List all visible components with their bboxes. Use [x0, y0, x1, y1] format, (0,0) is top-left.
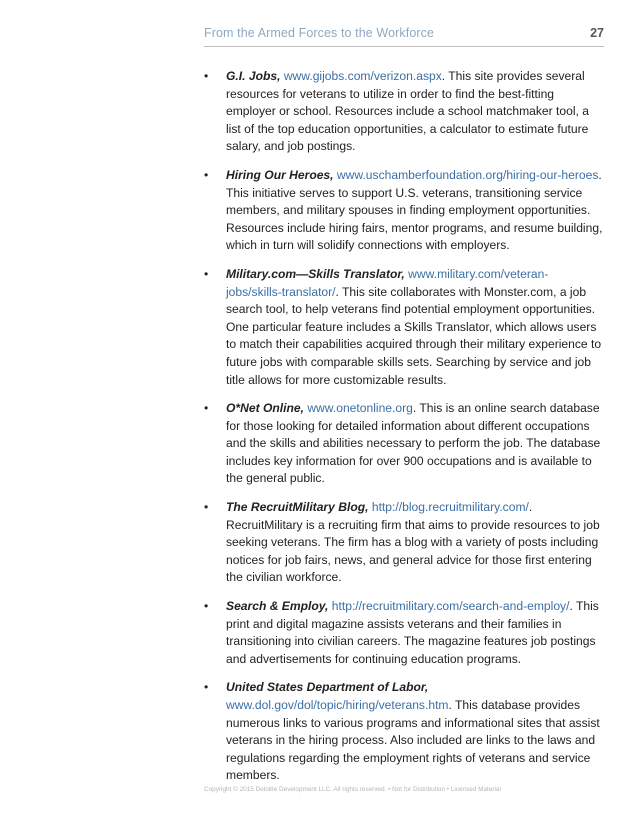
resource-title: Hiring Our Heroes,: [226, 167, 334, 182]
bullet-icon: •: [204, 266, 209, 281]
list-item: [204, 400, 604, 488]
resource-link[interactable]: www.onetonline.org: [307, 401, 413, 416]
resource-link[interactable]: www.uschamberfoundation.org/hiring-our-heroes: [336, 167, 599, 182]
running-title: From the Armed Forces to the Workforce: [204, 26, 435, 40]
resource-description: . This is an online search database for those looking for detailed information about different occupations and the skills and abilities necessary to perform the job. The database includes key information for over 900 occupations and is available to the general public.: [226, 401, 601, 486]
resource-title: G.I. Jobs,: [226, 69, 281, 83]
copyright-footer: Copyright © 2015 Deloitte Development LLC. All rights reserved. • Not for Distribution • Licensed Material: [204, 786, 501, 793]
list-item: [204, 266, 604, 389]
resource-description: . RecruitMilitary is a recruiting firm that aims to provide resources to job seeking veterans. The firm has a blog with a variety of posts including notices for job fairs, news, and general advice for those first entering the civilian workforce.: [226, 500, 600, 585]
list-item: [204, 679, 604, 785]
resource-description: . This print and digital magazine assists veterans and their families in transitioning into civilian careers. The magazine features job postings and advertisements for continuing education programs.: [226, 599, 599, 666]
resource-link[interactable]: www.dol.gov/dol/topic/hiring/veterans.htm: [226, 698, 449, 712]
resource-title: United States Department of Labor,: [226, 680, 429, 695]
resource-list-section: [204, 68, 604, 796]
bullet-icon: •: [204, 69, 209, 83]
bullet-icon: •: [204, 680, 209, 695]
bullet-icon: •: [204, 500, 209, 515]
bullet-icon: •: [204, 167, 209, 182]
resource-title: O*Net Online,: [226, 401, 304, 416]
resource-list: [204, 68, 604, 785]
list-item: [204, 499, 604, 587]
resource-title: Military.com—Skills Translator,: [226, 266, 405, 281]
page-number: 27: [590, 26, 604, 40]
list-item: [204, 167, 604, 255]
resource-description: . This site collaborates with Monster.com, a job search tool, to help veterans find potential employment opportunities. One particular feature includes a Skills Translator, which allows users to match their capabilities acquired through their military experience to future jobs with comparable skills sets. Searching by service and job title allows for more customizable results.: [226, 284, 602, 387]
bullet-icon: •: [204, 401, 209, 416]
resource-description: . This site provides several resources for veterans to utilize in order to find the best-fitting employer or school. Resources include a school matchmaker tool, a list of the top education opportunities, a calculator to estimate future salary, and job postings.: [226, 69, 589, 154]
resource-link[interactable]: www.gijobs.com/verizon.aspx: [283, 69, 442, 83]
page-header: [204, 26, 604, 46]
resource-link[interactable]: http://recruitmilitary.com/search-and-employ/: [331, 599, 570, 614]
resource-title: The RecruitMilitary Blog,: [226, 500, 369, 515]
list-item: [204, 598, 604, 668]
header-divider: [204, 46, 604, 47]
bullet-icon: •: [204, 599, 209, 614]
resource-title: Search & Employ,: [226, 599, 329, 614]
resource-link[interactable]: http://blog.recruitmilitary.com/: [371, 500, 529, 515]
resource-link[interactable]: www.military.com/veteran-jobs/skills-translator/: [226, 266, 549, 299]
list-item: [204, 68, 604, 156]
resource-description: . This database provides numerous links to various programs and informational sites that assist veterans in the hiring process. Also included are links to the laws and regulations regarding the employment rights of veterans and service members.: [226, 698, 600, 783]
resource-description: . This initiative serves to support U.S. veterans, transitioning service members, and military spouses in finding employment opportunities. Resources include hiring fairs, mentor programs, and resume building, which in turn will solidify connections with employers.: [226, 167, 603, 253]
